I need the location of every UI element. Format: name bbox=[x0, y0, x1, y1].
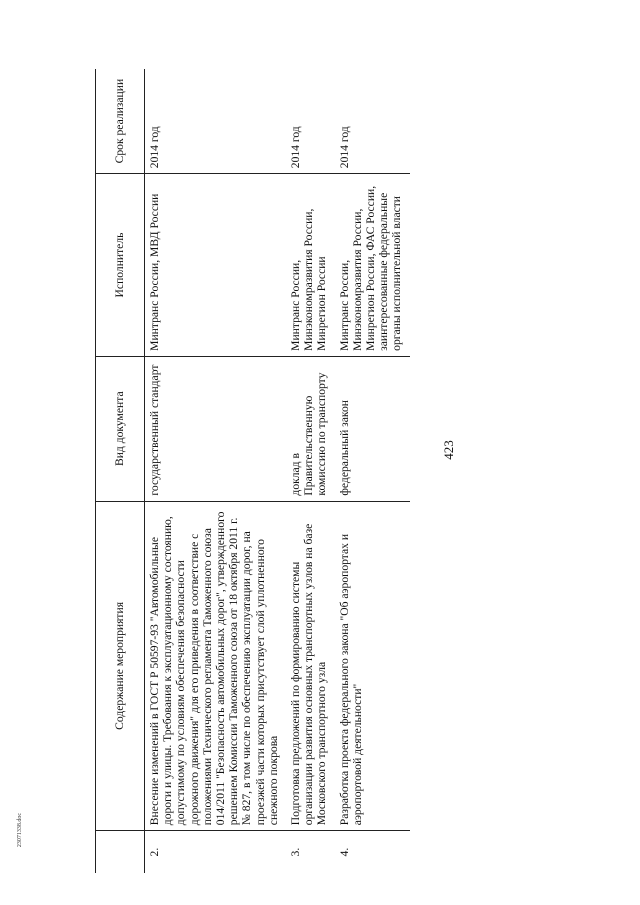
measures-table-wrapper bbox=[95, 69, 565, 873]
row-number: 3. bbox=[289, 847, 303, 857]
header-term: Срок реализации bbox=[96, 69, 145, 174]
page-number: 423 bbox=[441, 440, 456, 460]
header-number bbox=[96, 831, 145, 873]
row-term: 2014 год bbox=[335, 69, 410, 174]
row-executor: Минтранс России, Минэкономразвития России, Минрегион России bbox=[286, 174, 335, 357]
header-executor: Исполнитель bbox=[96, 174, 145, 357]
row-executor: Минтранс России, МВД России bbox=[145, 174, 287, 357]
table-row bbox=[145, 69, 287, 873]
table-row bbox=[286, 69, 335, 873]
row-content: Подготовка предложений по формированию системы организации развития основных транспортных узлов на базе Московского транспортного узла bbox=[286, 501, 335, 831]
row-number: 2. bbox=[148, 847, 161, 857]
table-row bbox=[335, 69, 410, 873]
row-content: Внесение изменений в ГОСТ Р 50597-93 "Автомобильные дороги и улицы. Требования к эксплуатационному состоянию, допустимому по условиям обеспечения безопасности дорожного движения" для его приведения в соответствие с положениями Технического регламента Таможенного союза 014/2011 "Безопасность автомобильных дорог", утвержденного решением Комиссии Таможенного союза от 18 октября 2011 г. № 827, в том числе по обеспечению эксплуатации дорог, на проезжей части которых присутствует слой уплотненного снежного покрова bbox=[145, 501, 287, 831]
row-term: 2014 год bbox=[286, 69, 335, 174]
row-term: 2014 год bbox=[145, 69, 287, 174]
row-content: Разработка проекта федерального закона "Об аэропортах и аэропортовой деятельности" bbox=[335, 501, 410, 831]
header-row bbox=[96, 69, 145, 873]
row-document-type: государственный стандарт bbox=[145, 356, 287, 501]
row-number: 4. bbox=[337, 847, 351, 857]
row-document-type: федеральный закон bbox=[335, 356, 410, 501]
measures-table bbox=[95, 69, 410, 873]
row-document-type: доклад в Правительственную комиссию по транспорту bbox=[286, 356, 335, 501]
row-executor: Минтранс России, Минэкономразвития России, Минрегион России, ФАС России, заинтересованные федеральные органы исполнительной власти bbox=[335, 174, 410, 357]
header-document-type: Вид документа bbox=[96, 356, 145, 501]
table-body bbox=[145, 69, 410, 873]
header-content: Содержание мероприятия bbox=[96, 501, 145, 831]
table-header bbox=[96, 69, 145, 873]
document-id: 23071338.doc bbox=[17, 812, 23, 848]
